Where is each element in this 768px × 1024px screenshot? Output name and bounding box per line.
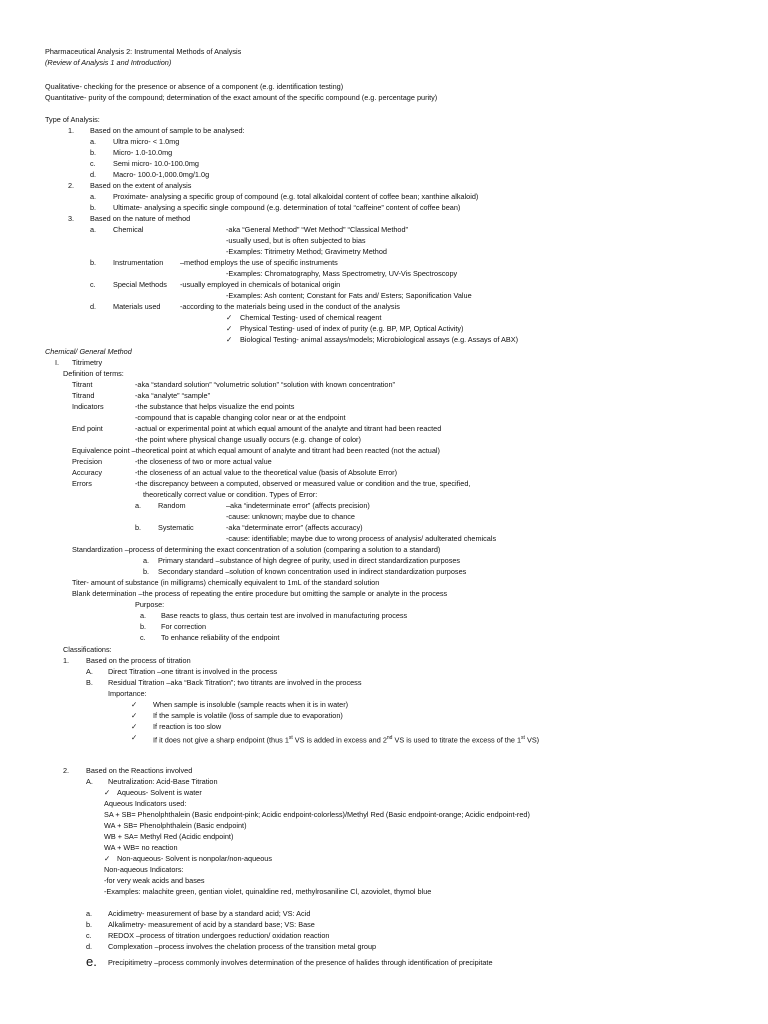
section-heading: Chemical/ General Method [45,347,132,356]
list-item: Secondary standard –solution of known concentration used in indirect standardization purposes [158,567,467,576]
list-item: Ultimate- analysing a specific single compound (e.g. determination of total “caffeine” content of coffee bean) [113,203,461,212]
list-item: Neutralization: Acid-Base Titration [108,777,218,786]
method-description: -Examples: Ash content; Constant for Fats and/ Esters; Saponification Value [226,291,472,300]
list-item: To enhance reliability of the endpoint [161,633,280,642]
list-item: Primary standard –substance of high degree of purity, used in direct standardization purposes [158,556,461,565]
indicator-line: -Examples: malachite green, gentian violet, quinaldine red, methylrosaniline Cl, azoviolet, thymol blue [104,887,432,896]
importance-label: Importance: [108,689,147,698]
list-item: Based on the process of titration [86,656,191,665]
roman-numeral: I. [55,358,60,367]
list-item: Micro- 1.0-10.0mg [113,148,173,157]
text-fragment: VS is used to titrate the excess of the 1 [392,735,522,745]
method-name: Chemical [113,225,144,234]
superscript: st [521,735,525,741]
list-marker: a. [90,225,97,234]
checkmark-icon: ✓ [226,324,233,333]
list-item: Based on the amount of sample to be analysed: [90,126,245,135]
error-description: –aka “indeterminate error” (affects precision) [226,501,370,510]
check-item [153,733,539,745]
quantitative-definition: Quantitative- purity of the compound; determination of the exact amount of the specific compound (e.g. percentage purity) [45,93,438,102]
list-marker: B. [86,678,93,687]
list-marker: d. [86,942,93,951]
term-definition: -the substance that helps visualize the end points [135,402,295,411]
list-marker: a. [90,137,97,146]
list-marker: c. [140,633,146,642]
list-marker: e. [86,954,97,969]
error-description: -cause: unknown; maybe due to chance [226,512,355,521]
check-item: If reaction is too slow [153,722,222,731]
error-description: -cause: identifiable; maybe due to wrong process of analysis/ adulterated chemicals [226,534,497,543]
list-marker: b. [90,258,97,267]
superscript: st [288,735,293,741]
list-marker: b. [140,622,147,631]
method-description: -usually employed in chemicals of botanical origin [180,280,341,289]
list-number: 2. [68,181,75,190]
superscript: nd [386,735,393,741]
indicators-label: Aqueous Indicators used: [104,799,187,808]
check-item: Aqueous- Solvent is water [117,788,202,797]
check-item: Non-aqueous- Solvent is nonpolar/non-aqueous [117,854,272,863]
document-title: Pharmaceutical Analysis 2: Instrumental Methods of Analysis [45,47,242,56]
indicator-line: SA + SB= Phenolphthalein (Basic endpoint-pink; Acidic endpoint-colorless)/Methyl Red (Basic endpoint-orange; Acidic endpoint-red) [104,810,530,819]
list-marker: a. [135,501,142,510]
list-number: 1. [68,126,75,135]
list-marker: a. [140,611,147,620]
checkmark-icon: ✓ [131,711,138,720]
check-item: Physical Testing- used of index of purity (e.g. BP, MP, Optical Activity) [240,324,464,333]
list-marker: c. [90,159,96,168]
method-name: Special Methods [113,280,167,289]
indicator-line: WA + SB= Phenolphthalein (Basic endpoint) [104,821,247,830]
method-name: Instrumentation [113,258,164,267]
method-description: -usually used, but is often subjected to bias [226,236,366,245]
list-marker: a. [143,556,150,565]
list-item: Base reacts to glass, thus certain test are involved in manufacturing process [161,611,408,620]
term-definition: Blank determination –the process of repeating the entire procedure but omitting the sample or analyte in the process [72,589,448,598]
check-item: Chemical Testing- used of chemical reagent [240,313,382,322]
list-item: Ultra micro- < 1.0mg [113,137,180,146]
error-description: -aka “determinate error” (affects accuracy) [226,523,363,532]
list-number: 1. [63,656,70,665]
list-item: Direct Titration –one titrant is involved in the process [108,667,278,676]
type-of-analysis-heading: Type of Analysis: [45,115,100,124]
check-item: If the sample is volatile (loss of sample due to evaporation) [153,711,343,720]
purpose-label: Purpose: [135,600,165,609]
check-item: When sample is insoluble (sample reacts when it is in water) [153,700,349,709]
method-description: -Examples: Titrimetry Method; Gravimetry Method [226,247,387,256]
definitions-heading: Definition of terms: [63,369,124,378]
list-marker: c. [86,931,92,940]
method-description: –method employs the use of specific instruments [180,258,338,267]
method-description: -Examples: Chromatography, Mass Spectrometry, UV-Vis Spectroscopy [226,269,458,278]
subsection-heading: Titrimetry [72,358,103,367]
list-item: Complexation –process involves the chelation process of the transition metal group [108,942,377,951]
list-number: 3. [68,214,75,223]
list-item: For correction [161,622,207,631]
indicator-line: -for very weak acids and bases [104,876,205,885]
term-definition: Equivalence point –theoretical point at which equal amount of analyte and titrant had been reacted (not the actual) [72,446,440,455]
term: Indicators [72,402,104,411]
term-definition: -actual or experimental point at which equal amount of the analyte and titrant had been reacted [135,424,442,433]
text-fragment: If it does not give a sharp endpoint (thus 1 [153,735,289,745]
text-fragment: VS is added in excess and 2 [292,735,387,745]
method-name: Materials used [113,302,161,311]
text-fragment: VS) [524,735,540,745]
term-definition: -compound that is capable changing color near or at the endpoint [135,413,346,422]
term-definition: -aka “standard solution” “volumetric solution” “solution with known concentration” [135,380,395,389]
check-item: Biological Testing- animal assays/models; Microbiological assays (e.g. Assays of ABX) [240,335,519,344]
term: End point [72,424,103,433]
term: Titrand [72,391,95,400]
term-definition: -the closeness of two or more actual value [135,457,272,466]
qualitative-definition: Qualitative- checking for the presence or absence of a component (e.g. identification testing) [45,82,344,91]
term-definition: -aka “analyte” “sample” [135,391,211,400]
list-marker: c. [90,280,96,289]
indicator-line: WA + WB= no reaction [104,843,178,852]
list-item: Based on the Reactions involved [86,766,193,775]
list-marker: b. [135,523,142,532]
checkmark-icon: ✓ [226,335,233,344]
list-marker: d. [90,302,97,311]
indicator-line: WB + SA= Methyl Red (Acidic endpoint) [104,832,234,841]
list-item: Macro- 100.0-1,000.0mg/1.0g [113,170,210,179]
list-marker: A. [86,777,93,786]
term: Errors [72,479,92,488]
error-type: Systematic [158,523,194,532]
term-definition: -the discrepancy between a computed, observed or measured value or condition and the true, specified, [135,479,471,488]
method-description: -aka “General Method” “Wet Method” “Classical Method” [226,225,408,234]
list-marker: b. [90,203,97,212]
list-item: Alkalimetry- measurement of acid by a standard base; VS: Base [108,920,315,929]
term-definition: Standardization –process of determining the exact concentration of a solution (comparing a solution to a standard) [72,545,441,554]
checkmark-icon: ✓ [104,788,111,797]
term-definition: -the closeness of an actual value to the theoretical value (basis of Absolute Error) [135,468,398,477]
checkmark-icon: ✓ [226,313,233,322]
list-marker: A. [86,667,93,676]
list-item: Residual Titration –aka “Back Titration”; two titrants are involved in the process [108,678,362,687]
list-item: Proximate- analysing a specific group of compound (e.g. total alkaloidal content of coffee bean; xanthine alkaloid) [113,192,479,201]
term: Precision [72,457,103,466]
list-item: Based on the nature of method [90,214,191,223]
term-definition: Titer- amount of substance (in milligrams) chemically equivalent to 1mL of the standard solution [72,578,380,587]
list-item: Precipitimetry –process commonly involves determination of the presence of halides through identification of precipitate [108,958,493,967]
checkmark-icon: ✓ [104,854,111,863]
classifications-heading: Classifications: [63,645,112,654]
checkmark-icon: ✓ [131,700,138,709]
list-marker: a. [90,192,97,201]
term: Titrant [72,380,93,389]
term-definition: theoretically correct value or condition. Types of Error: [143,490,318,499]
list-item: Semi micro- 10.0-100.0mg [113,159,199,168]
list-item: Acidimetry- measurement of base by a standard acid; VS: Acid [108,909,311,918]
method-description: -according to the materials being used in the conduct of the analysis [180,302,400,311]
error-type: Random [158,501,186,510]
term: Accuracy [72,468,103,477]
document-subtitle: (Review of Analysis 1 and Introduction) [45,58,172,67]
indicator-line: Non-aqueous Indicators: [104,865,184,874]
checkmark-icon: ✓ [131,722,138,731]
list-number: 2. [63,766,70,775]
list-marker: a. [86,909,93,918]
list-marker: b. [143,567,150,576]
list-marker: b. [90,148,97,157]
list-marker: b. [86,920,93,929]
list-item: REDOX –process of titration undergoes reduction/ oxidation reaction [108,931,330,940]
list-item: Based on the extent of analysis [90,181,192,190]
checkmark-icon: ✓ [131,733,138,742]
list-marker: d. [90,170,97,179]
term-definition: -the point where physical change usually occurs (e.g. change of color) [135,435,361,444]
